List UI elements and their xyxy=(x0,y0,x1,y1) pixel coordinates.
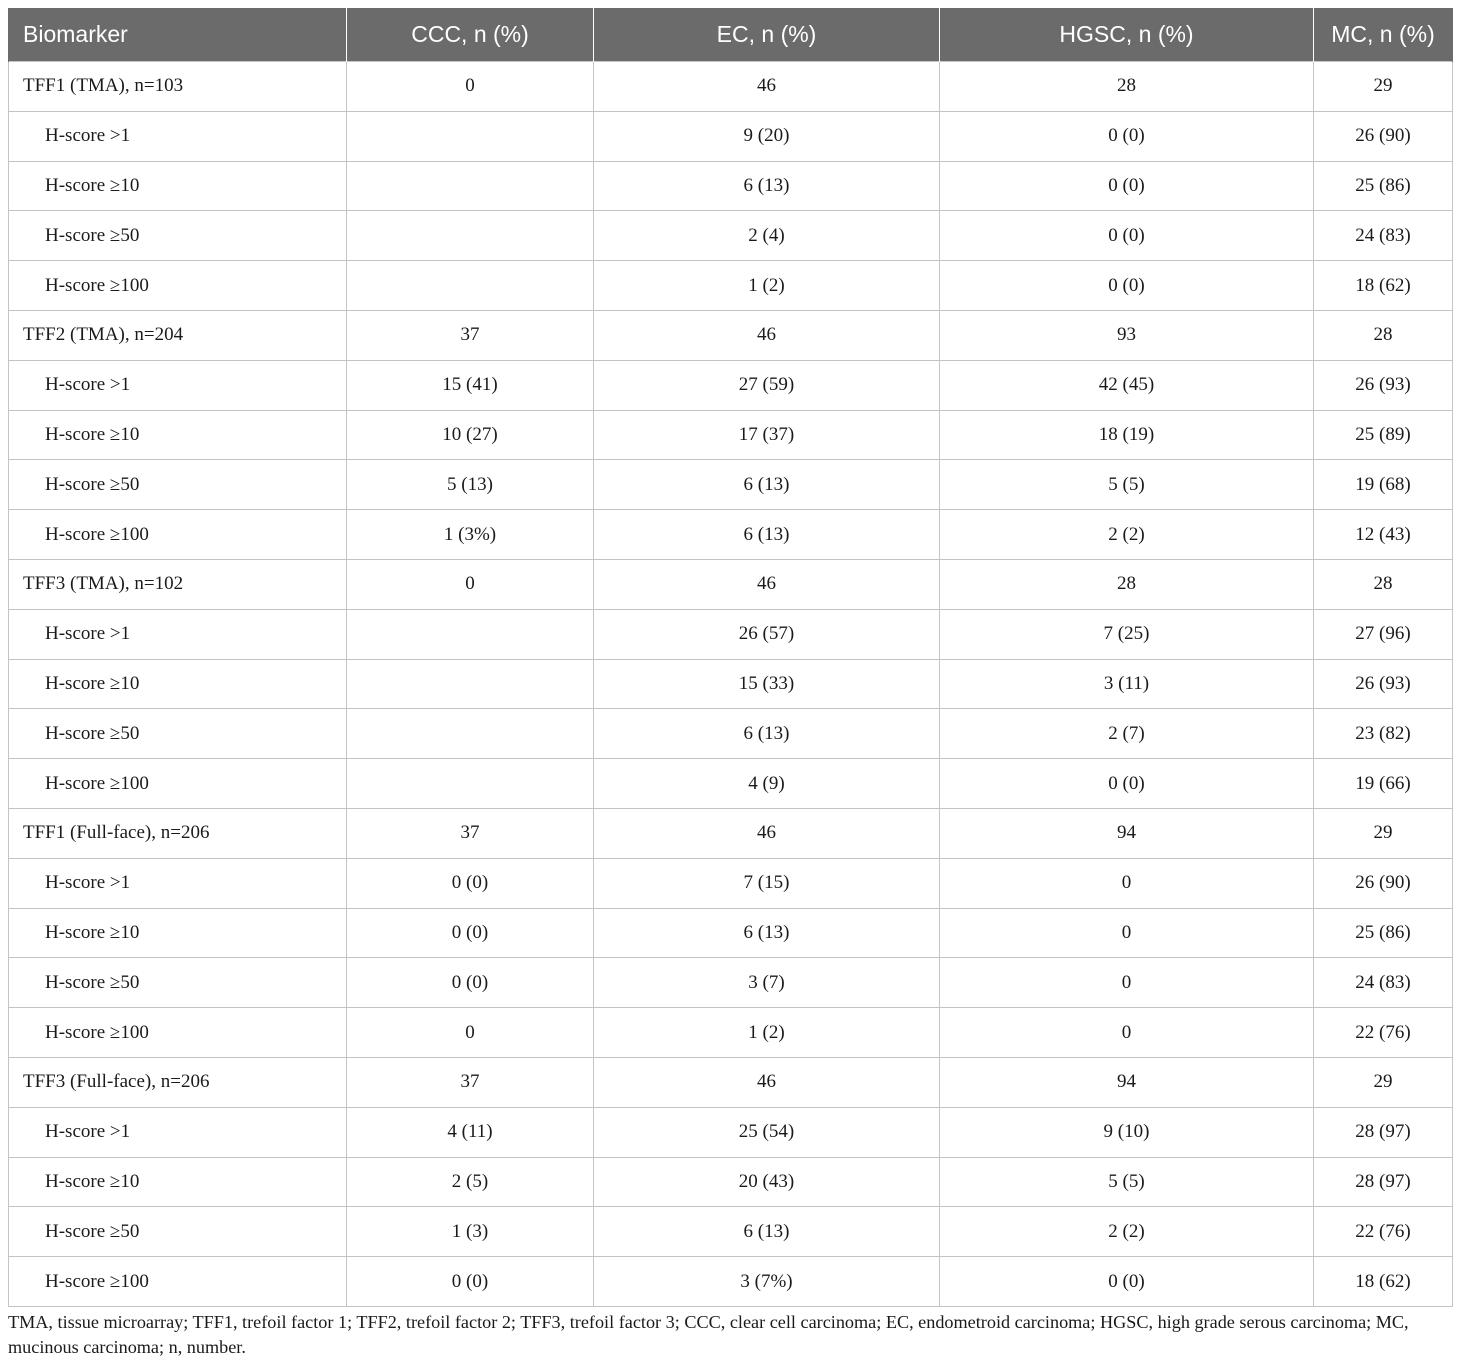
cell-hgsc: 9 (10) xyxy=(940,1107,1314,1157)
cell-mc: 22 (76) xyxy=(1314,1207,1453,1257)
cell-mc: 25 (89) xyxy=(1314,410,1453,460)
table-row-subscore xyxy=(9,858,1453,908)
cell-hgsc: 0 xyxy=(940,908,1314,958)
cell-ec: 27 (59) xyxy=(594,360,940,410)
cell-ec: 6 (13) xyxy=(594,161,940,211)
cell-ec: 4 (9) xyxy=(594,759,940,809)
table-row-subscore xyxy=(9,360,1453,410)
cell-ccc: 1 (3) xyxy=(347,1207,594,1257)
cell-ccc: 2 (5) xyxy=(347,1157,594,1207)
cell-biomarker: TFF3 (TMA), n=102 xyxy=(9,559,347,609)
cell-ccc xyxy=(347,161,594,211)
table-row-subscore xyxy=(9,1157,1453,1207)
cell-hgsc: 0 (0) xyxy=(940,211,1314,261)
cell-mc: 28 (97) xyxy=(1314,1107,1453,1157)
cell-ec: 46 xyxy=(594,310,940,360)
cell-ccc: 10 (27) xyxy=(347,410,594,460)
cell-mc: 23 (82) xyxy=(1314,709,1453,759)
cell-biomarker: H-score ≥100 xyxy=(9,1257,347,1307)
cell-hgsc: 5 (5) xyxy=(940,460,1314,510)
cell-ccc xyxy=(347,709,594,759)
cell-ccc xyxy=(347,609,594,659)
cell-ccc: 0 (0) xyxy=(347,958,594,1008)
cell-mc: 18 (62) xyxy=(1314,1257,1453,1307)
cell-biomarker: H-score ≥100 xyxy=(9,759,347,809)
cell-ccc: 4 (11) xyxy=(347,1107,594,1157)
cell-ec: 1 (2) xyxy=(594,1008,940,1058)
table-row-group xyxy=(9,808,1453,858)
header-hgsc: HGSC, n (%) xyxy=(940,8,1314,62)
cell-hgsc: 0 (0) xyxy=(940,1257,1314,1307)
cell-biomarker: H-score ≥100 xyxy=(9,510,347,560)
table-row-subscore xyxy=(9,111,1453,161)
table-row-subscore xyxy=(9,261,1453,311)
table-row-group xyxy=(9,559,1453,609)
cell-ccc xyxy=(347,261,594,311)
cell-ccc: 0 xyxy=(347,62,594,112)
cell-ec: 9 (20) xyxy=(594,111,940,161)
cell-ec: 1 (2) xyxy=(594,261,940,311)
header-ccc: CCC, n (%) xyxy=(347,8,594,62)
cell-biomarker: TFF1 (TMA), n=103 xyxy=(9,62,347,112)
cell-mc: 26 (93) xyxy=(1314,659,1453,709)
cell-ccc xyxy=(347,211,594,261)
cell-ccc xyxy=(347,659,594,709)
cell-hgsc: 28 xyxy=(940,559,1314,609)
biomarker-table xyxy=(8,8,1453,1307)
cell-ec: 17 (37) xyxy=(594,410,940,460)
cell-hgsc: 94 xyxy=(940,1057,1314,1107)
cell-ec: 15 (33) xyxy=(594,659,940,709)
cell-hgsc: 0 (0) xyxy=(940,161,1314,211)
cell-hgsc: 5 (5) xyxy=(940,1157,1314,1207)
cell-hgsc: 0 xyxy=(940,1008,1314,1058)
cell-ec: 46 xyxy=(594,1057,940,1107)
table-row-subscore xyxy=(9,958,1453,1008)
cell-mc: 26 (93) xyxy=(1314,360,1453,410)
table-row-subscore xyxy=(9,709,1453,759)
table-row-subscore xyxy=(9,410,1453,460)
cell-ccc: 5 (13) xyxy=(347,460,594,510)
cell-biomarker: H-score ≥50 xyxy=(9,211,347,261)
cell-mc: 25 (86) xyxy=(1314,908,1453,958)
table-row-subscore xyxy=(9,1107,1453,1157)
cell-mc: 29 xyxy=(1314,62,1453,112)
cell-hgsc: 7 (25) xyxy=(940,609,1314,659)
cell-hgsc: 3 (11) xyxy=(940,659,1314,709)
cell-ec: 46 xyxy=(594,62,940,112)
cell-mc: 25 (86) xyxy=(1314,161,1453,211)
cell-hgsc: 93 xyxy=(940,310,1314,360)
table-row-subscore xyxy=(9,659,1453,709)
cell-ec: 6 (13) xyxy=(594,510,940,560)
cell-ec: 26 (57) xyxy=(594,609,940,659)
table-row-subscore xyxy=(9,460,1453,510)
table-body xyxy=(9,62,1453,1307)
cell-hgsc: 2 (2) xyxy=(940,1207,1314,1257)
cell-ccc: 0 xyxy=(347,1008,594,1058)
cell-mc: 28 xyxy=(1314,310,1453,360)
table-row-group xyxy=(9,62,1453,112)
cell-mc: 26 (90) xyxy=(1314,858,1453,908)
cell-ec: 25 (54) xyxy=(594,1107,940,1157)
header-mc: MC, n (%) xyxy=(1314,8,1453,62)
table-row-group xyxy=(9,310,1453,360)
cell-hgsc: 2 (7) xyxy=(940,709,1314,759)
cell-mc: 26 (90) xyxy=(1314,111,1453,161)
table-row-subscore xyxy=(9,908,1453,958)
cell-biomarker: H-score ≥10 xyxy=(9,161,347,211)
cell-mc: 24 (83) xyxy=(1314,211,1453,261)
cell-hgsc: 0 (0) xyxy=(940,261,1314,311)
cell-biomarker: H-score ≥50 xyxy=(9,1207,347,1257)
cell-mc: 19 (66) xyxy=(1314,759,1453,809)
cell-biomarker: H-score ≥50 xyxy=(9,460,347,510)
cell-ccc: 0 (0) xyxy=(347,1257,594,1307)
cell-ec: 6 (13) xyxy=(594,709,940,759)
cell-biomarker: H-score ≥100 xyxy=(9,1008,347,1058)
cell-hgsc: 18 (19) xyxy=(940,410,1314,460)
cell-biomarker: H-score >1 xyxy=(9,1107,347,1157)
cell-ec: 2 (4) xyxy=(594,211,940,261)
cell-hgsc: 94 xyxy=(940,808,1314,858)
cell-biomarker: TFF2 (TMA), n=204 xyxy=(9,310,347,360)
cell-biomarker: H-score ≥10 xyxy=(9,1157,347,1207)
cell-ccc xyxy=(347,111,594,161)
cell-hgsc: 0 (0) xyxy=(940,111,1314,161)
cell-ec: 3 (7%) xyxy=(594,1257,940,1307)
table-footnote: TMA, tissue microarray; TFF1, trefoil factor 1; TFF2, trefoil factor 2; TFF3, trefoil factor 3; CCC, clear cell carcinoma; EC, endometroid carcinoma; HGSC, high grade serous carcinoma; MC, mucinous carcinoma; n, number. xyxy=(8,1312,1409,1357)
cell-ccc: 1 (3%) xyxy=(347,510,594,560)
cell-ccc: 37 xyxy=(347,1057,594,1107)
cell-biomarker: H-score ≥50 xyxy=(9,709,347,759)
cell-hgsc: 42 (45) xyxy=(940,360,1314,410)
table-row-subscore xyxy=(9,211,1453,261)
cell-ec: 20 (43) xyxy=(594,1157,940,1207)
cell-ec: 46 xyxy=(594,559,940,609)
table-row-subscore xyxy=(9,1257,1453,1307)
cell-biomarker: H-score ≥50 xyxy=(9,958,347,1008)
cell-mc: 27 (96) xyxy=(1314,609,1453,659)
cell-ccc: 15 (41) xyxy=(347,360,594,410)
cell-ec: 46 xyxy=(594,808,940,858)
cell-mc: 22 (76) xyxy=(1314,1008,1453,1058)
cell-ccc: 0 (0) xyxy=(347,908,594,958)
cell-ec: 6 (13) xyxy=(594,908,940,958)
cell-biomarker: H-score >1 xyxy=(9,609,347,659)
table-row-subscore xyxy=(9,1008,1453,1058)
cell-ccc: 0 (0) xyxy=(347,858,594,908)
cell-ccc: 0 xyxy=(347,559,594,609)
cell-hgsc: 28 xyxy=(940,62,1314,112)
cell-hgsc: 0 xyxy=(940,958,1314,1008)
cell-mc: 28 (97) xyxy=(1314,1157,1453,1207)
data-table-container xyxy=(8,8,1452,1307)
cell-hgsc: 0 (0) xyxy=(940,759,1314,809)
cell-mc: 18 (62) xyxy=(1314,261,1453,311)
cell-biomarker: H-score ≥10 xyxy=(9,659,347,709)
header-ec: EC, n (%) xyxy=(594,8,940,62)
cell-biomarker: TFF3 (Full-face), n=206 xyxy=(9,1057,347,1107)
cell-biomarker: H-score ≥10 xyxy=(9,908,347,958)
cell-biomarker: H-score >1 xyxy=(9,360,347,410)
cell-ccc xyxy=(347,759,594,809)
cell-biomarker: H-score >1 xyxy=(9,858,347,908)
cell-ec: 6 (13) xyxy=(594,1207,940,1257)
cell-mc: 29 xyxy=(1314,1057,1453,1107)
table-row-subscore xyxy=(9,1207,1453,1257)
cell-ec: 6 (13) xyxy=(594,460,940,510)
cell-hgsc: 0 xyxy=(940,858,1314,908)
cell-mc: 12 (43) xyxy=(1314,510,1453,560)
cell-biomarker: H-score >1 xyxy=(9,111,347,161)
table-row-subscore xyxy=(9,609,1453,659)
cell-biomarker: H-score ≥10 xyxy=(9,410,347,460)
table-row-subscore xyxy=(9,161,1453,211)
cell-ec: 7 (15) xyxy=(594,858,940,908)
cell-ccc: 37 xyxy=(347,808,594,858)
table-row-subscore xyxy=(9,759,1453,809)
table-row-subscore xyxy=(9,510,1453,560)
table-row-group xyxy=(9,1057,1453,1107)
cell-hgsc: 2 (2) xyxy=(940,510,1314,560)
header-biomarker: Biomarker xyxy=(9,8,347,62)
cell-ccc: 37 xyxy=(347,310,594,360)
cell-mc: 19 (68) xyxy=(1314,460,1453,510)
cell-mc: 29 xyxy=(1314,808,1453,858)
header-row xyxy=(9,8,1453,62)
cell-biomarker: H-score ≥100 xyxy=(9,261,347,311)
cell-mc: 28 xyxy=(1314,559,1453,609)
cell-ec: 3 (7) xyxy=(594,958,940,1008)
cell-mc: 24 (83) xyxy=(1314,958,1453,1008)
cell-biomarker: TFF1 (Full-face), n=206 xyxy=(9,808,347,858)
